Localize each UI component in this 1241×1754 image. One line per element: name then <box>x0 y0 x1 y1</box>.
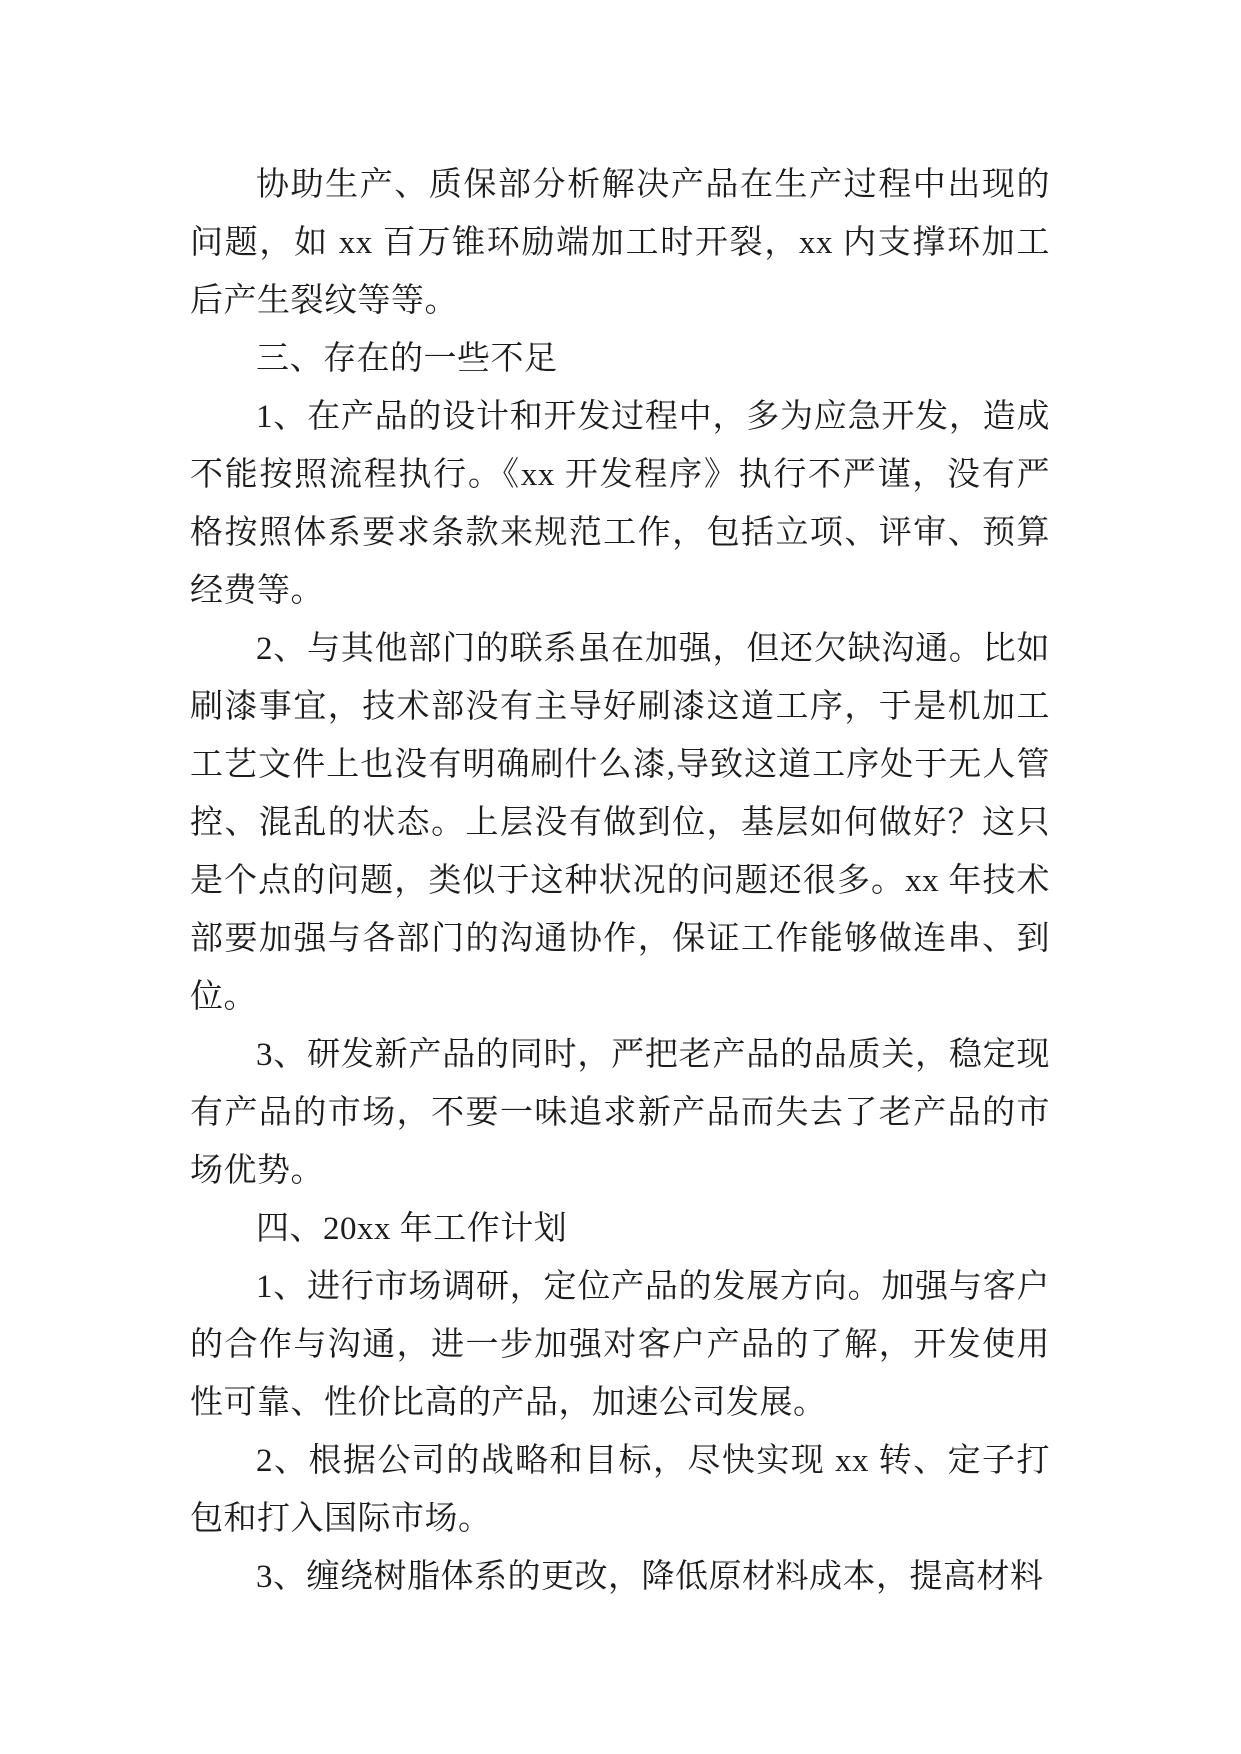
list-item-1: 1、在产品的设计和开发过程中，多为应急开发，造成不能按照流程执行。《xx 开发程序》执行不严谨，没有严格按照体系要求条款来规范工作，包括立项、评审、预算经费等。 <box>190 399 1050 609</box>
paragraph-body: 协助生产、质保部分析解决产品在生产过程中出现的问题，如 xx 百万锥环励端加工时开裂，xx 内支撑环加工后产生裂纹等等。 <box>190 167 1050 319</box>
plan-item-1: 1、进行市场调研，定位产品的发展方向。加强与客户的合作与沟通，进一步加强对客户产品的了解，开发使用性可靠、性价比高的产品，加速公司发展。 <box>190 1269 1050 1421</box>
list-item-2: 2、与其他部门的联系虽在加强，但还欠缺沟通。比如刷漆事宜，技术部没有主导好刷漆这道工序，于是机加工工艺文件上也没有明确刷什么漆,导致这道工序处于无人管控、混乱的状态。上层没有做到位，基层如何做好？这只是个点的问题，类似于这种状况的问题还很多。xx 年技术部要加强与各部门的沟通协作，保证工作能够做连串、到位。 <box>190 631 1050 1015</box>
section-heading-4: 四、20xx 年工作计划 <box>256 1211 568 1247</box>
section-heading-3: 三、存在的一些不足 <box>256 341 558 377</box>
plan-item-3: 3、缠绕树脂体系的更改，降低原材料成本，提高材料 <box>256 1559 1044 1595</box>
list-item-3: 3、研发新产品的同时，严把老产品的品质关，稳定现有产品的市场，不要一味追求新产品而失去了老产品的市场优势。 <box>190 1037 1050 1189</box>
document-text-content <box>190 156 1050 1606</box>
plan-item-2: 2、根据公司的战略和目标，尽快实现 xx 转、定子打包和打入国际市场。 <box>190 1443 1051 1537</box>
